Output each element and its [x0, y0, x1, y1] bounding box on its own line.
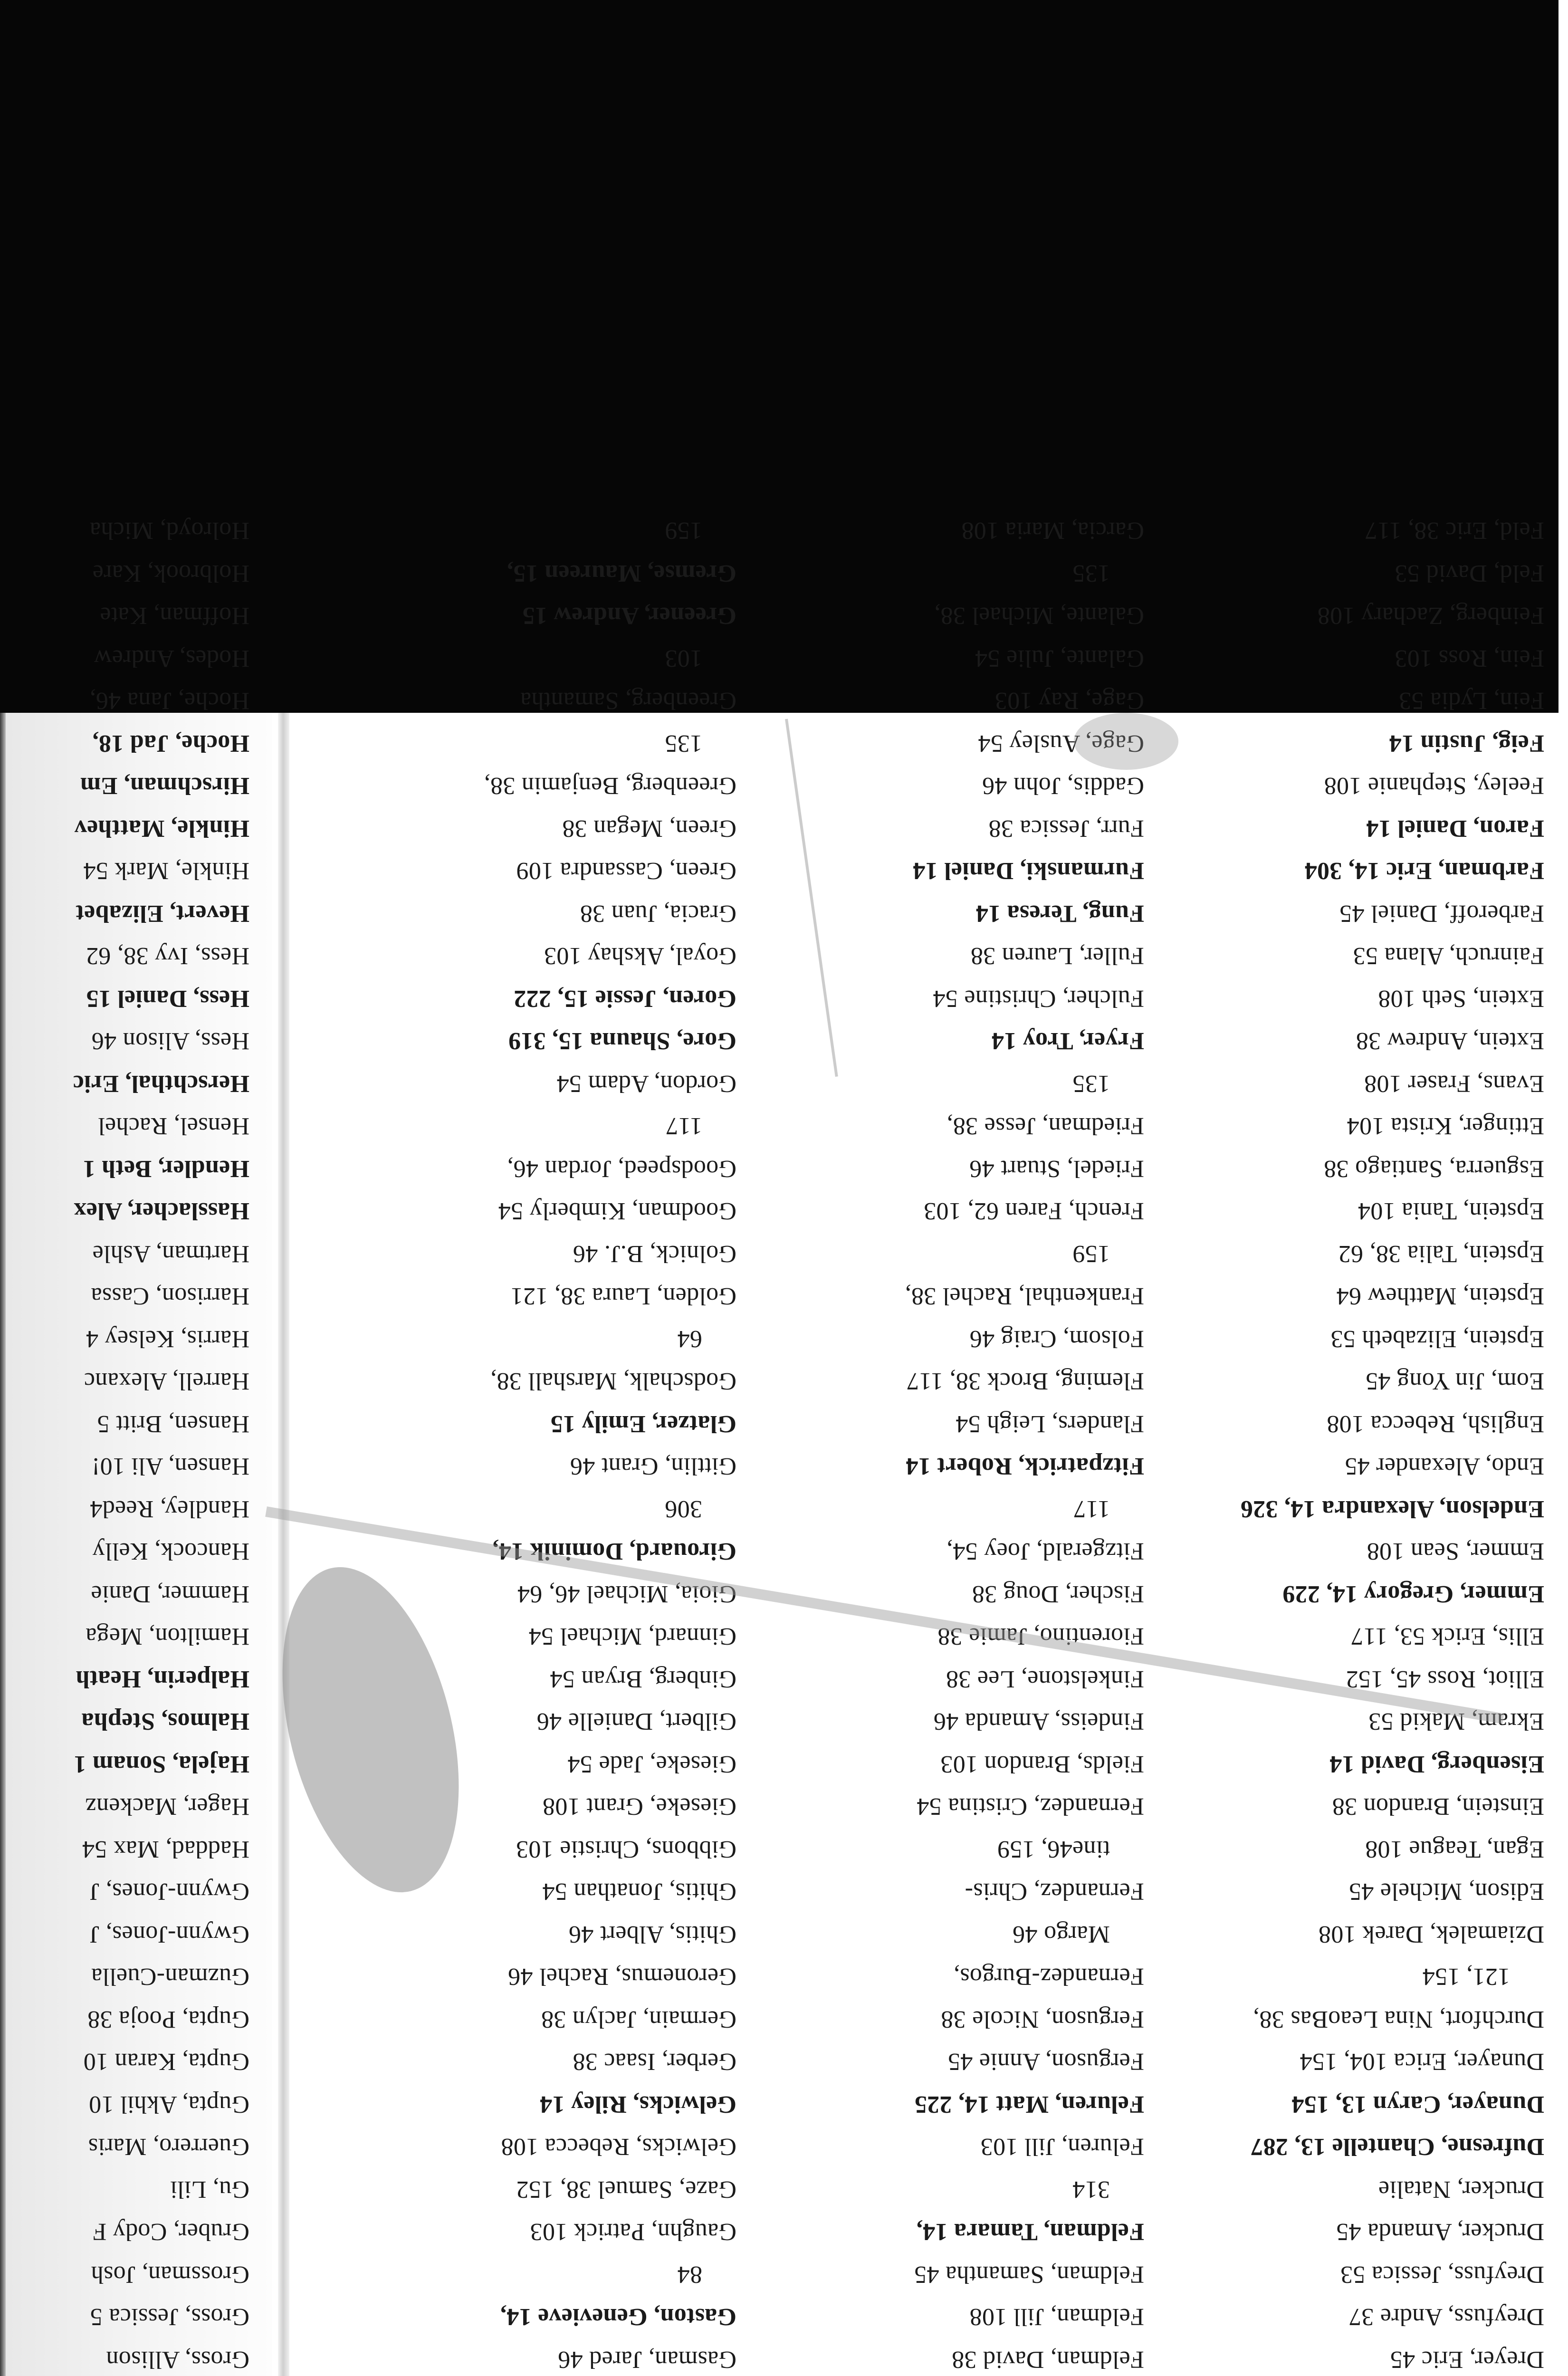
index-entry: Gaddis, John 46: [982, 772, 1144, 800]
index-entry: Golden, Laura 38, 121: [510, 1283, 736, 1310]
index-entry: Gupta, Pooja 38: [87, 2006, 249, 2033]
index-entry: Egan, Teague 108: [1365, 1836, 1544, 1863]
index-entry: Hajela, Sonam 1: [74, 1751, 249, 1778]
index-entry: Edison, Michele 45: [1348, 1878, 1544, 1906]
index-entry: Farberoff, Daniel 45: [1339, 900, 1544, 927]
index-entry: 117: [1073, 1495, 1110, 1523]
index-entry: Dziamalek, Darek 108: [1318, 1921, 1544, 1948]
index-entry: Gracia, Juan 38: [580, 900, 736, 927]
index-entry: Gruber, Cody F: [93, 2218, 249, 2246]
index-entry: 64: [677, 1325, 702, 1352]
index-entry: Gieseke, Grant 108: [542, 1793, 736, 1820]
index-entry: Gieseke, Jade 54: [567, 1751, 736, 1778]
index-entry: Feldman, Samantha 45: [914, 2261, 1144, 2288]
index-entry: Ghitis, Jonathan 54: [542, 1878, 736, 1906]
index-entry: Dunayer, Erica 104, 154: [1300, 2048, 1544, 2076]
index-entry: Fulcher, Christine 54: [933, 985, 1144, 1012]
index-entry: Hansen, Britt 5: [97, 1410, 249, 1437]
index-entry: Feeley, Stephanie 108: [1324, 772, 1544, 800]
index-entry: Feldman, Tamara 14,: [916, 2218, 1144, 2246]
index-entry: 84: [677, 2261, 702, 2288]
index-entry: Gwynn-Jones, J: [89, 1878, 249, 1906]
index-entry: Guerrero, Maris: [88, 2133, 249, 2161]
index-entry: Emmer, Sean 108: [1367, 1538, 1544, 1565]
index-entry: Epstein, Tania 104: [1358, 1198, 1544, 1225]
index-entry: Green, Megan 38: [562, 815, 736, 842]
index-entry: Findeiss, Amanda 46: [933, 1708, 1144, 1735]
index-entry: Hinkle, Matthev: [74, 815, 249, 842]
index-entry: tine46, 159: [997, 1836, 1110, 1863]
index-entry: Ferguson, Nicole 38: [941, 2006, 1144, 2033]
index-entry: Gasman, Jared 46: [558, 2346, 736, 2373]
index-entry: Fitzpatrick, Robert 14: [906, 1453, 1144, 1480]
index-entry: Endelson, Alexandra 14, 326: [1240, 1495, 1544, 1523]
index-column-3: [484, 509, 736, 2376]
index-entry: Ginberg, Bryan 54: [550, 1666, 736, 1693]
index-entry: Fein, Ross 103: [1395, 645, 1544, 672]
index-column-1: [1241, 509, 1544, 2376]
index-entry: Extein, Andrew 38: [1356, 1027, 1544, 1055]
index-entry: Emmer, Gregory 14, 229: [1282, 1581, 1544, 1608]
index-entry: Flanders, Leigh 54: [956, 1410, 1144, 1437]
index-entry: Ettinger, Krista 104: [1347, 1112, 1544, 1140]
index-entry: Feldman, Jill 108: [969, 2303, 1144, 2331]
index-entry: Hirschman, Em: [80, 772, 249, 800]
index-entry: 314: [1072, 2176, 1110, 2203]
index-entry: Eom, Jin Yong 45: [1365, 1368, 1544, 1395]
index-entry: Ferguson, Annie 45: [947, 2048, 1144, 2076]
index-entry: Grossman, Josh: [91, 2261, 249, 2288]
index-entry: Hancock, Kelly: [92, 1538, 249, 1565]
index-entry: Dreyfuss, Jessica 53: [1340, 2261, 1544, 2288]
index-entry: Gaston, Genevieve 14,: [500, 2303, 736, 2331]
index-entry: Fischer, Doug 38: [972, 1581, 1144, 1608]
index-entry: Faron, Daniel 14: [1366, 815, 1544, 842]
index-entry: Geronemus, Rachel 46: [507, 1963, 736, 1991]
index-entry: English, Rebecca 108: [1327, 1410, 1544, 1437]
index-entry: Greenberg, Benjamin 38,: [484, 772, 736, 800]
index-entry: Hodes, Andrew: [94, 645, 249, 672]
index-entry: Gioia, Michael 46, 64: [517, 1581, 736, 1608]
index-entry: Hess, Alison 46: [91, 1027, 249, 1055]
index-entry: Gelwicks, Riley 14: [539, 2091, 736, 2118]
index-entry: 159: [665, 517, 702, 545]
index-entry: Fernandez, Chris-: [965, 1878, 1144, 1906]
index-column-4: [73, 509, 249, 2376]
index-entry: Hess, Daniel 15: [86, 985, 249, 1012]
index-entry: Gibbons, Christie 103: [516, 1836, 736, 1863]
index-entry: 117: [666, 1112, 702, 1140]
index-entry: Margo 46: [1012, 1921, 1110, 1948]
index-entry: Fiorentino, Jamie 38: [937, 1623, 1144, 1650]
index-entry: Gremse, Maureen 15,: [507, 560, 736, 587]
index-entry: Fitzgerald, Joey 54,: [946, 1538, 1144, 1565]
index-entry: Feluren, Matt 14, 225: [914, 2091, 1144, 2118]
index-entry: Hamilton, Mega: [85, 1623, 249, 1650]
index-entry: Ellis, Erick 53, 117: [1350, 1623, 1544, 1650]
index-entry: 306: [665, 1495, 702, 1523]
index-entry: Friedel, Stuart 46: [969, 1155, 1144, 1182]
index-entry: Gaze, Samuel 38, 152: [516, 2176, 736, 2203]
index-entry: 103: [665, 645, 702, 672]
index-entry: Harris, Kelsey 4: [86, 1325, 249, 1352]
index-entry: Hartman, Ashle: [92, 1240, 249, 1267]
index-entry: Hasslacher, Alex: [74, 1198, 249, 1225]
index-entry: Feld, Eric 38, 117: [1365, 517, 1544, 545]
index-entry: Hoffman, Kate: [100, 602, 249, 630]
index-entry: Hinkle, Mark 54: [83, 857, 249, 885]
index-entry: Greener, Andrew 15: [522, 602, 736, 630]
index-entry: Goyal, Akshay 103: [544, 942, 736, 970]
index-entry: Drucker, Amanda 45: [1336, 2218, 1544, 2246]
index-entry: Epstein, Elizabeth 53: [1330, 1325, 1544, 1352]
index-entry: Dunayer, Caryn 13, 154: [1291, 2091, 1544, 2118]
index-entry: Fleming, Brock 38, 117: [906, 1368, 1144, 1395]
index-entry: Haddad, Max 54: [82, 1836, 249, 1863]
index-entry: Gupta, Karan 10: [83, 2048, 249, 2076]
index-entry: Gittlin, Grant 46: [570, 1453, 736, 1480]
index-entry: Halperin, Heath: [76, 1666, 249, 1693]
index-entry: Hess, Ivy 38, 62: [86, 942, 249, 970]
index-entry: Furr, Jessica 38: [988, 815, 1144, 842]
index-entry: Green, Cassandra 109: [516, 857, 736, 885]
index-entry: Durchfort, Nina LeaoBas 38,: [1252, 2006, 1544, 2033]
index-entry: 121, 154: [1422, 1963, 1510, 1991]
index-entry: Fernandez, Cristina 54: [917, 1793, 1144, 1820]
index-entry: Gelwicks, Rebecca 108: [501, 2133, 736, 2161]
index-entry: Glatzer, Emily 15: [550, 1410, 736, 1437]
index-entry: Gage, Ray 103: [994, 687, 1144, 715]
scan-artifact-smudge: [1074, 713, 1178, 770]
index-entry: Hammer, Danie: [91, 1581, 249, 1608]
index-entry: Einstein, Brandon 38: [1332, 1793, 1544, 1820]
index-entry: Fuller, Lauren 38: [970, 942, 1144, 970]
index-entry: Evans, Fraser 108: [1364, 1070, 1544, 1097]
index-entry: Eisenberg, David 14: [1329, 1751, 1544, 1778]
index-entry: Fung, Teresa 14: [975, 900, 1144, 927]
index-entry: French, Faren 62, 103: [923, 1198, 1144, 1225]
index-entry: Frankenthal, Rachel 38,: [905, 1283, 1144, 1310]
index-entry: Fernandez-Burgos,: [953, 1963, 1144, 1991]
index-entry: Extein, Seth 108: [1378, 985, 1544, 1012]
index-entry: Farbman, Eric 14, 304: [1304, 857, 1544, 885]
index-entry: Ekram, Makid 53: [1368, 1708, 1544, 1735]
index-entry: Goren, Jessie 15, 222: [514, 985, 736, 1012]
index-entry: Esguerra, Santiago 38: [1323, 1155, 1544, 1182]
index-entry: Ghitis, Albert 46: [568, 1921, 736, 1948]
index-entry: 135: [665, 730, 702, 757]
index-entry: Handley, Reed4: [90, 1495, 249, 1523]
index-entry: Galante, Julie 54: [975, 645, 1144, 672]
index-entry: Fein, Lydia 53: [1398, 687, 1544, 715]
index-entry: Hoche, Jana 46,: [89, 687, 249, 715]
index-entry: Holbrook, Kare: [92, 560, 249, 587]
index-entry: Epstein, Matthew 64: [1336, 1283, 1544, 1310]
index-entry: Germain, Jaclyn 38: [541, 2006, 736, 2033]
index-entry: Girouard, Dominik 14,: [492, 1538, 736, 1565]
index-entry: Hendler, Beth 1: [83, 1155, 249, 1182]
index-entry: Epstein, Talia 38, 62: [1338, 1240, 1544, 1267]
index-entry: Guzman-Cuella: [91, 1963, 249, 1991]
index-entry: Feinberg, Zachary 108: [1317, 602, 1544, 630]
index-entry: Gerber, Isaac 38: [573, 2048, 736, 2076]
index-entry: Hager, Mackenz: [85, 1793, 249, 1820]
index-entry: Furmanski, Daniel 14: [912, 857, 1144, 885]
index-entry: Hevert, Elizabet: [76, 900, 249, 927]
index-entry: Harrison, Cassa: [91, 1283, 249, 1310]
index-entry: Gore, Shauna 15, 319: [508, 1027, 736, 1055]
index-column-2: [905, 509, 1144, 2376]
index-entry: Feld, David 53: [1395, 560, 1544, 587]
index-entry: 135: [1072, 560, 1110, 587]
index-entry: Holroyd, Micha: [89, 517, 249, 545]
index-entry: Gaughn, Patrick 103: [530, 2218, 736, 2246]
index-entry: Gross, Jessica 5: [90, 2303, 249, 2331]
index-entry: Elliot, Ross 45, 152: [1346, 1666, 1544, 1693]
index-entry: Hensel, Rachel: [98, 1112, 249, 1140]
index-entry: Fainruch, Alana 53: [1353, 942, 1544, 970]
index-entry: Hansen, Ali 10!: [91, 1453, 249, 1480]
index-entry: Godschalk, Marshall 38,: [490, 1368, 736, 1395]
index-entry: Friedman, Jesse 38,: [947, 1112, 1144, 1140]
index-entry: Finkelstone, Lee 38: [946, 1666, 1144, 1693]
index-entry: Dufresne, Chantelle 13, 287: [1250, 2133, 1544, 2161]
index-entry: Endo, Alexander 45: [1345, 1453, 1544, 1480]
index-entry: Fields, Brandon 103: [940, 1751, 1144, 1778]
index-entry: Halmos, Stepha: [81, 1708, 249, 1735]
index-entry: Goodspeed, Jordan 46,: [507, 1155, 736, 1182]
index-entry: Dreyer, Eric 45: [1390, 2346, 1544, 2373]
index-entry: Hoche, Jad 18,: [92, 730, 249, 757]
index-entry: Gupta, Akhil 10: [88, 2091, 249, 2118]
index-entry: Gordon, Adam 54: [556, 1070, 736, 1097]
index-entry: Feldman, David 38: [951, 2346, 1144, 2373]
index-entry: Golnick, B.J. 46: [573, 1240, 736, 1267]
index-entry: Feluren, Jill 103: [980, 2133, 1144, 2161]
index-entry: Folsom, Craig 46: [969, 1325, 1144, 1352]
index-entry: Fryer, Troy 14: [991, 1027, 1144, 1055]
index-entry: Gu, Lili: [170, 2176, 249, 2203]
index-entry: Feig, Justin 14: [1389, 730, 1544, 757]
index-entry: Galante, Michael 38,: [934, 602, 1144, 630]
index-entry: Herschthal, Eric: [73, 1070, 249, 1097]
index-entry: Harrell, Alexanc: [84, 1368, 249, 1395]
index-entry: Dreyfuss, Andre 37: [1348, 2303, 1544, 2331]
index-entry: Garcia, Maria 108: [961, 517, 1144, 545]
index-entry: Gage, Ausley 54: [978, 730, 1144, 757]
index-entry: Gilbert, Danielle 46: [536, 1708, 736, 1735]
index-entry: Ginnard, Michael 54: [528, 1623, 736, 1650]
index-entry: 159: [1072, 1240, 1110, 1267]
index-entry: 135: [1072, 1070, 1110, 1097]
index-entry: Gwynn-Jones, J: [89, 1921, 249, 1948]
index-entry: Greenberg, Samantha: [520, 687, 736, 715]
index-entry: Goodman, Kimberly 54: [498, 1198, 736, 1225]
index-entry: Drucker, Natalie: [1378, 2176, 1544, 2203]
index-entry: Gross, Allison: [106, 2346, 249, 2373]
